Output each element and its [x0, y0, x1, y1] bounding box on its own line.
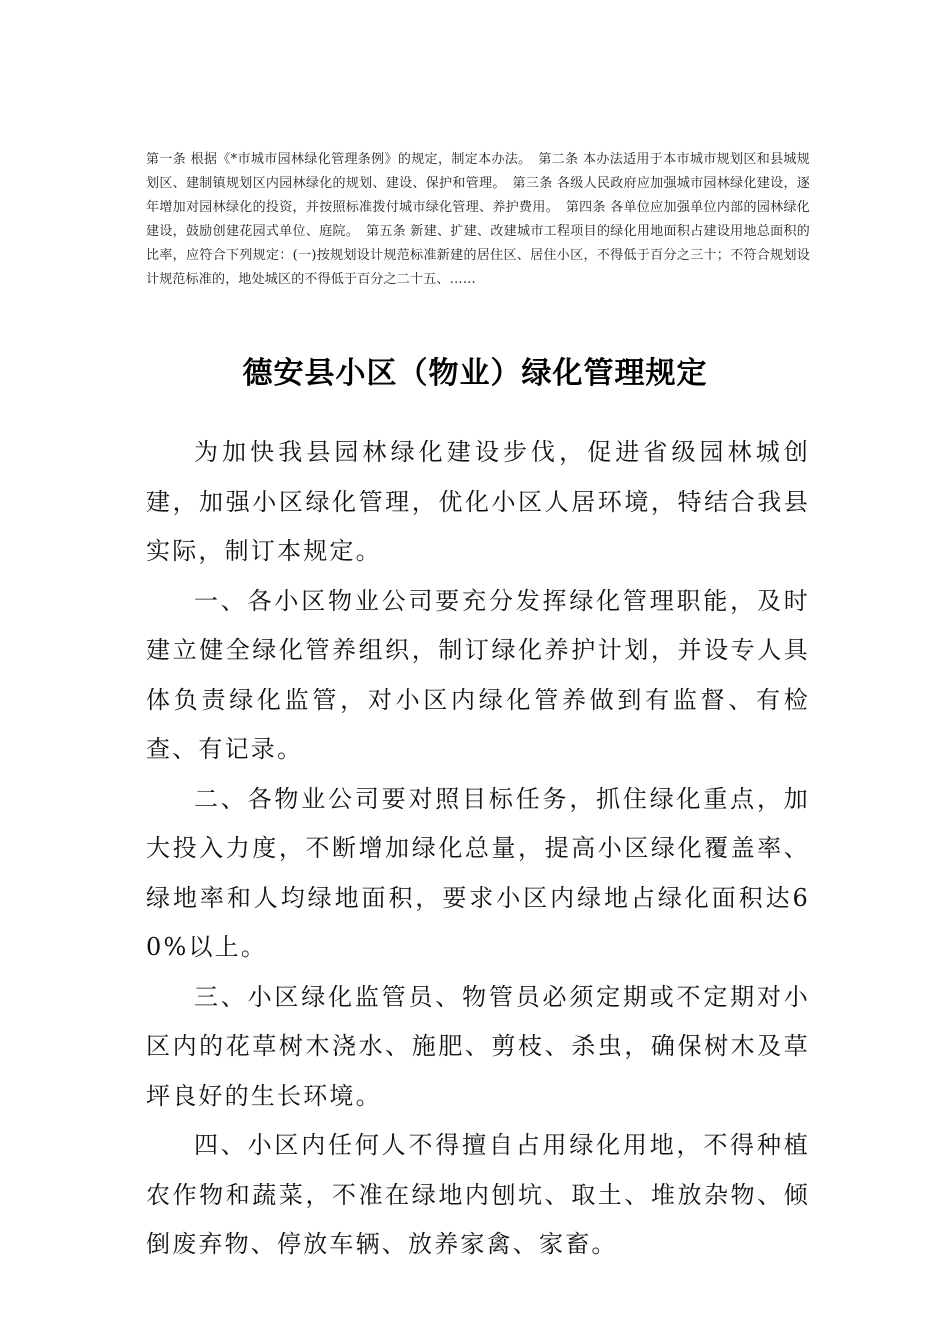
paragraph-2: 二、各物业公司要对照目标任务，抓住绿化重点，加大投入力度，不断增加绿化总量，提高小区绿化覆盖率、绿地率和人均绿地面积，要求小区内绿地占绿化面积达60%以上。: [146, 784, 810, 961]
paragraph-3: 三、小区绿化监管员、物管员必须定期或不定期对小区内的花草树木浇水、施肥、剪枝、杀虫，确保树木及草坪良好的生长环境。: [146, 982, 810, 1110]
paragraph-4: 四、小区内任何人不得擅自占用绿化用地，不得种植农作物和蔬菜，不准在绿地内刨坑、取土、堆放杂物、倾倒废弃物、停放车辆、放养家禽、家畜。: [146, 1131, 810, 1258]
paragraph-1: 一、各小区物业公司要充分发挥绿化管理职能，及时建立健全绿化管养组织，制订绿化养护计划，并设专人具体负责绿化监管，对小区内绿化管养做到有监督、有检查、有记录。: [146, 586, 810, 763]
document-body: [146, 428, 810, 1270]
paragraph-intro: 为加快我县园林绿化建设步伐，促进省级园林城创建，加强小区绿化管理，优化小区人居环境，特结合我县实际，制订本规定。: [146, 438, 810, 565]
header-note: 第一条 根据《*市城市园林绿化管理条例》的规定，制定本办法。 第二条 本办法适用于本市城市规划区和县城规划区、建制镇规划区内园林绿化的规划、建设、保护和管理。 第三条 各级人民政府应加强城市园林绿化建设，逐年增加对园林绿化的投资，并按照标准拨付城市绿化管理、养护费用。 第四条 各单位应加强单位内部的园林绿化建设，鼓励创建花园式单位、庭院。 第五条 新建、扩建、改建城市工程项目的绿化用地面积占建设用地总面积的比率，应符合下列规定：(一)按规划设计规范标准新建的居住区、居住小区，不得低于百分之三十；不符合规划设计规范标准的，地处城区的不得低于百分之二十五、……: [146, 152, 810, 287]
document-title: 德安县小区（物业）绿化管理规定: [242, 356, 708, 391]
